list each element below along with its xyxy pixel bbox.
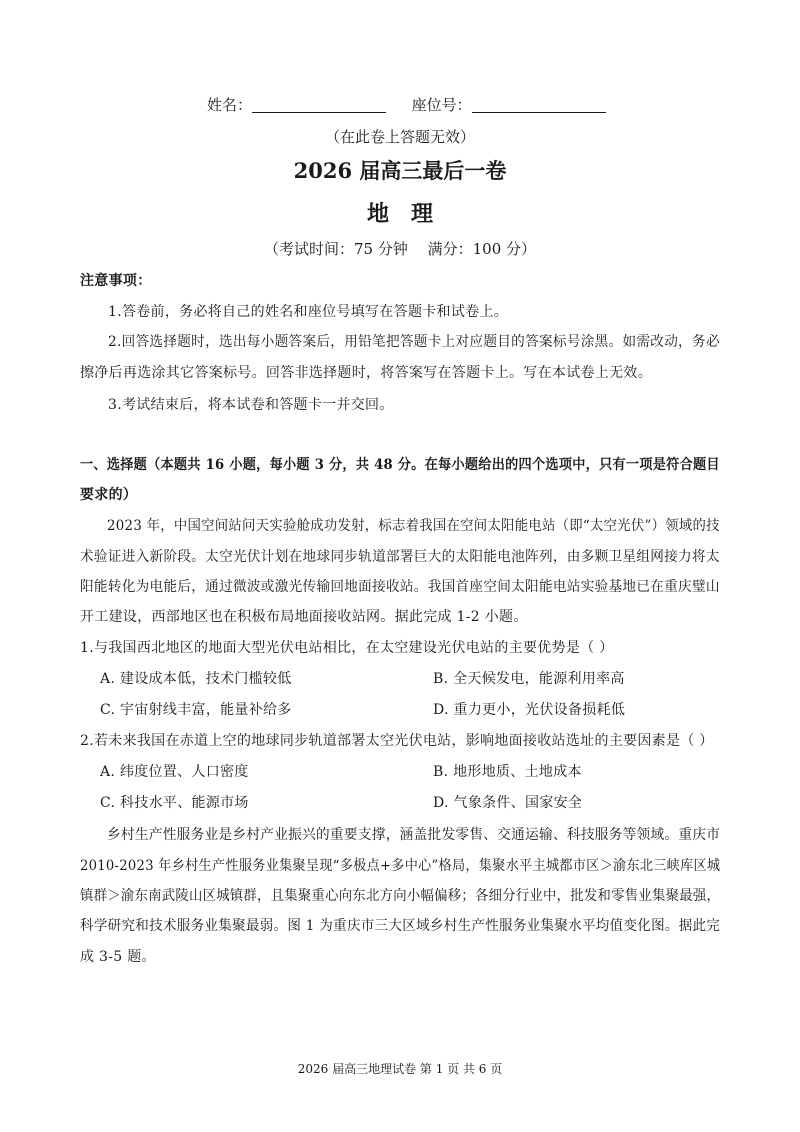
section-heading-cont: 要求的） [80, 487, 138, 503]
exam-title: 2026 届高三最后一卷 [293, 158, 507, 183]
notice-heading: 注意事项： [80, 273, 152, 289]
passage2-line-1: 乡村生产性服务业是乡村产业振兴的重要支撑，涵盖批发零售、交通运输、科技服务等领域。重庆市 [107, 827, 721, 843]
question-2-stem: 2.若未来我国在赤道上空的地球同步轨道部署太空光伏电站，影响地面接收站选址的主要因素是（ ） [80, 733, 714, 749]
seat-blank [472, 96, 606, 113]
passage2-line-2: 2010-2023 年乡村生产性服务业集聚呈现“多极点+多中心”格局，集聚水平主城都市区＞渝东北三峡库区城 [80, 858, 721, 874]
notice-item-2-cont: 擦净后再选涂其它答案标号。回答非选择题时，将答案写在答题卡上。写在本试卷上无效。 [80, 365, 652, 381]
passage2-line-3: 镇群＞渝东南武陵山区城镇群，且集聚重心向东北方向小幅偏移；各细分行业中，批发和零售业集聚最强， [80, 888, 721, 904]
passage1-line-2: 术验证进入新阶段。太空光伏计划在地球同步轨道部署巨大的太阳能电池阵列，由多颗卫星组网接力将太 [80, 549, 720, 565]
passage1-line-4: 开工建设，西部地区也在积极布局地面接收站网。据此完成 1-2 小题。 [80, 609, 528, 625]
notice-item-2: 2.回答选择题时，选出每小题答案后，用铅笔把答题卡上对应题目的答案标号涂黑。如需改动，务必 [108, 334, 720, 350]
question-1-option-d: D. 重力更小，光伏设备损耗低 [433, 702, 626, 718]
notice-item-1: 1.答卷前，务必将自己的姓名和座位号填写在答题卡和试卷上。 [108, 304, 509, 320]
passage2-line-4: 科学研究和技术服务业集聚最弱。图 1 为重庆市三大区域乡村生产性服务业集聚水平均值变化图。据此完 [80, 918, 721, 934]
name-label: 姓名： [207, 96, 253, 114]
page-footer: 2026 届高三地理试卷 第 1 页 共 6 页 [297, 1062, 503, 1076]
question-2-option-c: C. 科技水平、能源市场 [100, 795, 249, 811]
invalid-note: （在此卷上答题无效） [324, 128, 475, 146]
question-2-option-b: B. 地形地质、土地成本 [433, 764, 582, 780]
question-1-option-a: A. 建设成本低，技术门槛较低 [100, 671, 292, 687]
passage1-line-1: 2023 年，中国空间站问天实验舱成功发射，标志着我国在空间太阳能电站（即“太空光伏”）领域的技 [107, 518, 720, 534]
name-seat-row [207, 96, 606, 114]
name-blank [252, 96, 386, 113]
subject-title: 地 理 [366, 201, 433, 227]
question-1-option-b: B. 全天候发电，能源利用率高 [433, 671, 625, 687]
seat-label: 座位号： [411, 96, 472, 114]
notice-item-3: 3.考试结束后，将本试卷和答题卡一并交回。 [108, 397, 394, 413]
passage2-line-5: 成 3-5 题。 [80, 949, 156, 965]
passage1-line-3: 阳能转化为电能后，通过微波或激光传输回地面接收站。我国首座空间太阳能电站实验基地已在重庆璧山 [80, 579, 720, 595]
question-2-option-a: A. 纬度位置、人口密度 [100, 764, 249, 780]
question-1-option-c: C. 宇宙射线丰富，能量补给多 [100, 702, 292, 718]
question-1-stem: 1.与我国西北地区的地面大型光伏电站相比，在太空建设光伏电站的主要优势是（ ） [80, 640, 614, 656]
exam-info: （考试时间：75 分钟 满分：100 分） [263, 240, 537, 258]
question-2-option-d: D. 气象条件、国家安全 [433, 795, 583, 811]
section-heading: 一、选择题（本题共 16 小题，每小题 3 分，共 48 分。在每小题给出的四个选项中，只有一项是符合题目 [80, 457, 720, 473]
